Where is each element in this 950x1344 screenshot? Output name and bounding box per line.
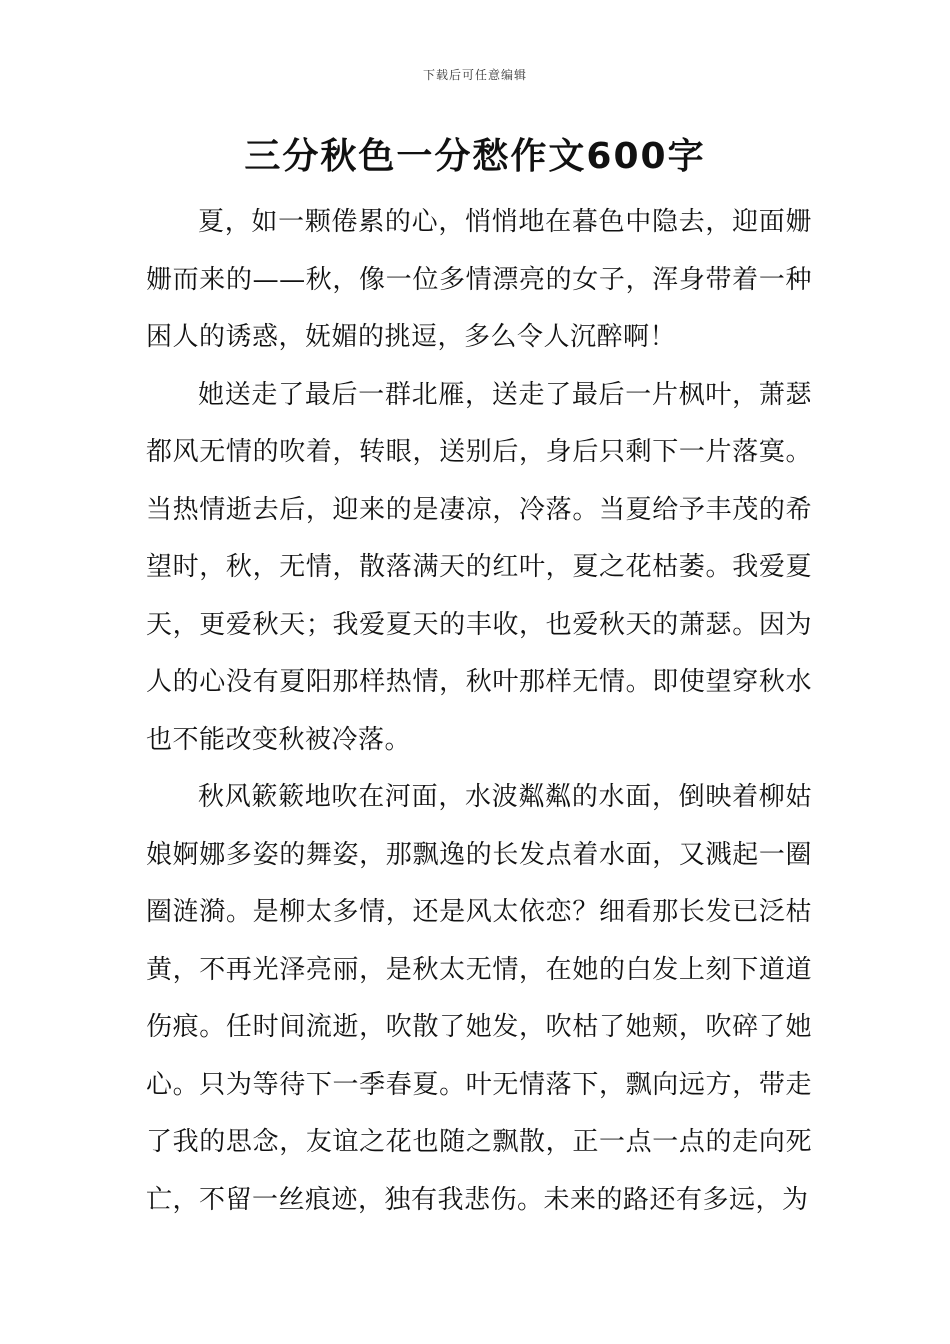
paragraph-2: 她送走了最后一群北雁，送走了最后一片枫叶，萧瑟都风无情的吹着，转眼，送别后，身后只剩下一片落寞。当热情逝去后，迎来的是凄凉，冷落。当夏给予丰茂的希望时，秋，无情，散落满天的红叶，夏之花枯萎。我爱夏天，更爱秋天；我爱夏天的丰收，也爱秋天的萧瑟。因为人的心没有夏阳那样热情，秋叶那样无情。即使望穿秋水也不能改变秋被冷落。	[146, 379, 812, 755]
paragraph-3: 秋风簌簌地吹在河面，水波粼粼的水面，倒映着柳姑娘婀娜多姿的舞姿，那飘逸的长发点着水面，又溅起一圈圈涟漪。是柳太多情，还是风太依恋？细看那长发已泛枯黄，不再光泽亮丽，是秋太无情，在她的白发上刻下道道伤痕。任时间流逝，吹散了她发，吹枯了她颊，吹碎了她心。只为等待下一季春夏。叶无情落下，飘向远方，带走了我的思念，友谊之花也随之飘散，正一点一点的走向死亡，不留一丝痕迹，独有我悲伤。未来的路还有多远，为	[146, 782, 812, 1215]
document-body	[146, 194, 812, 1229]
header-note: 下载后可任意编辑	[422, 68, 527, 82]
paragraph-1: 夏，如一颗倦累的心，悄悄地在暮色中隐去，迎面姗姗而来的——秋，像一位多情漂亮的女子，浑身带着一种困人的诱惑，妩媚的挑逗，多么令人沉醉啊！	[146, 207, 812, 352]
document-title: 三分秋色一分愁作文600字	[244, 136, 706, 177]
